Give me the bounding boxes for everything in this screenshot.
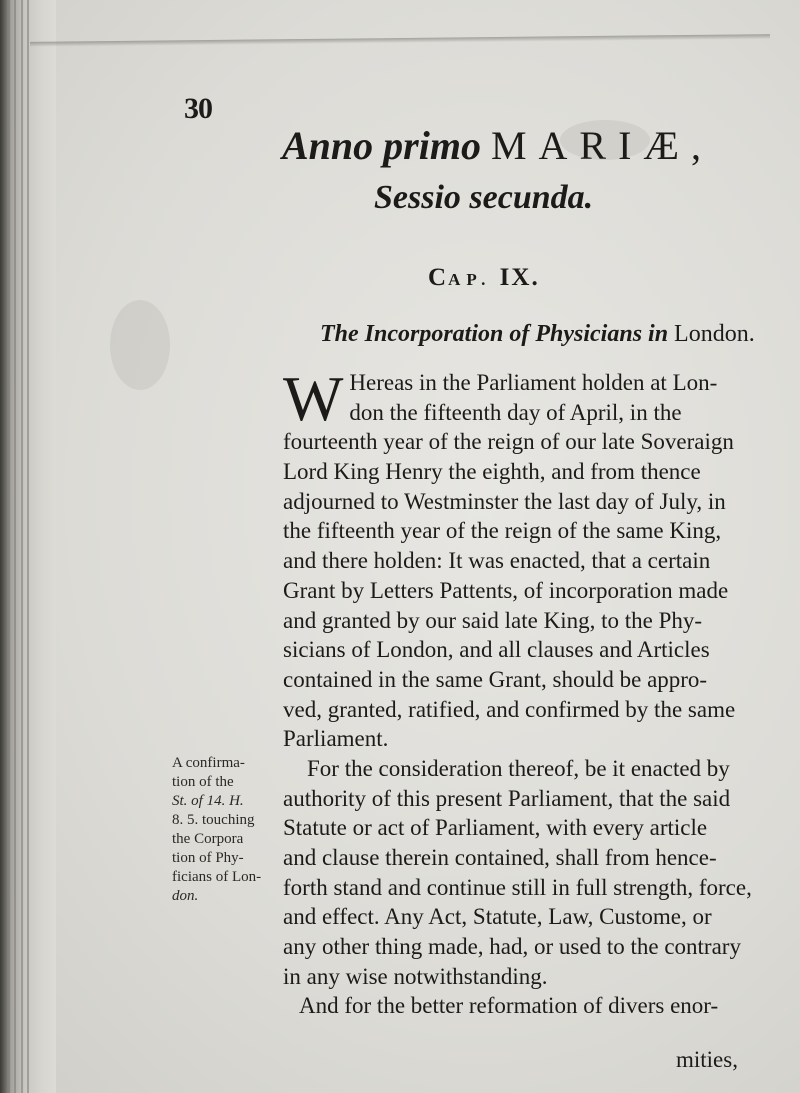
margin-note	[172, 754, 272, 906]
body-line: and clause therein contained, shall from hence-	[283, 845, 717, 870]
heading	[282, 122, 713, 169]
heading-caps: MARIÆ,	[490, 123, 713, 168]
body-line: authority of this present Parliament, that the said	[283, 785, 731, 811]
body-line: ved, granted, ratified, and confirmed by the same	[283, 696, 736, 722]
margin-note-line: don.	[172, 888, 199, 904]
margin-note-line: A confirma-	[172, 755, 245, 771]
body-line: any other thing made, had, or used to the contrary	[283, 934, 741, 960]
margin-note-line: tion of Phy-	[172, 850, 244, 866]
drop-cap: W	[283, 363, 344, 434]
title-italic: The Incorporation of Physicians in	[320, 321, 669, 347]
chapter-prefix: C	[428, 264, 449, 291]
chapter-title	[320, 321, 755, 348]
page-number: 30	[184, 92, 212, 125]
chapter-small: AP.	[448, 270, 492, 289]
title-city: London.	[674, 321, 755, 347]
body-line: For the consideration thereof, be it enacted by	[307, 755, 730, 781]
margin-note-line: ficians of Lon-	[172, 869, 262, 885]
body-line: And for the better reformation of divers enor-	[299, 993, 719, 1019]
body-line: contained in the same Grant, should be appro-	[283, 666, 708, 692]
margin-note-line: St. of 14. H.	[172, 793, 244, 809]
body-line: Hereas in the Parliament holden at Lon-	[349, 370, 718, 395]
body-line: and granted by our said late King, to the Phy-	[283, 607, 703, 633]
margin-note-line: tion of the	[172, 774, 234, 790]
body-line: sicians of London, and all clauses and Articles	[283, 637, 710, 663]
chapter-number: IX.	[499, 264, 540, 291]
book-gutter	[0, 0, 56, 1093]
body-line: in any wise notwithstanding.	[283, 963, 548, 989]
catchword: mities,	[676, 1047, 738, 1072]
body-line: don the fifteenth day of April, in the	[349, 399, 682, 425]
margin-note-line: 8. 5. touching	[172, 812, 255, 828]
heading-italic: Anno primo	[282, 123, 481, 168]
body-line: Parliament.	[283, 726, 389, 752]
page-top-edge	[30, 34, 770, 47]
chapter-heading	[428, 264, 540, 292]
body-line: and effect. Any Act, Statute, Law, Custome, or	[283, 904, 712, 930]
body-line: fourteenth year of the reign of our late Soveraign	[283, 429, 734, 455]
body-line: the fifteenth year of the reign of the same King,	[283, 518, 722, 544]
body-line: Lord King Henry the eighth, and from thence	[283, 459, 701, 485]
margin-note-line: the Corpora	[172, 831, 244, 847]
body-line: and there holden: It was enacted, that a certain	[283, 548, 711, 574]
body-text	[283, 363, 783, 1021]
body-line: Grant by Letters Pattents, of incorporation made	[283, 577, 729, 603]
body-line: Statute or act of Parliament, with every article	[283, 815, 708, 841]
body-line: adjourned to Westminster the last day of July, in	[283, 488, 726, 514]
session-heading: Sessio secunda.	[374, 179, 594, 216]
body-line: forth stand and continue still in full strength, force,	[283, 874, 752, 900]
